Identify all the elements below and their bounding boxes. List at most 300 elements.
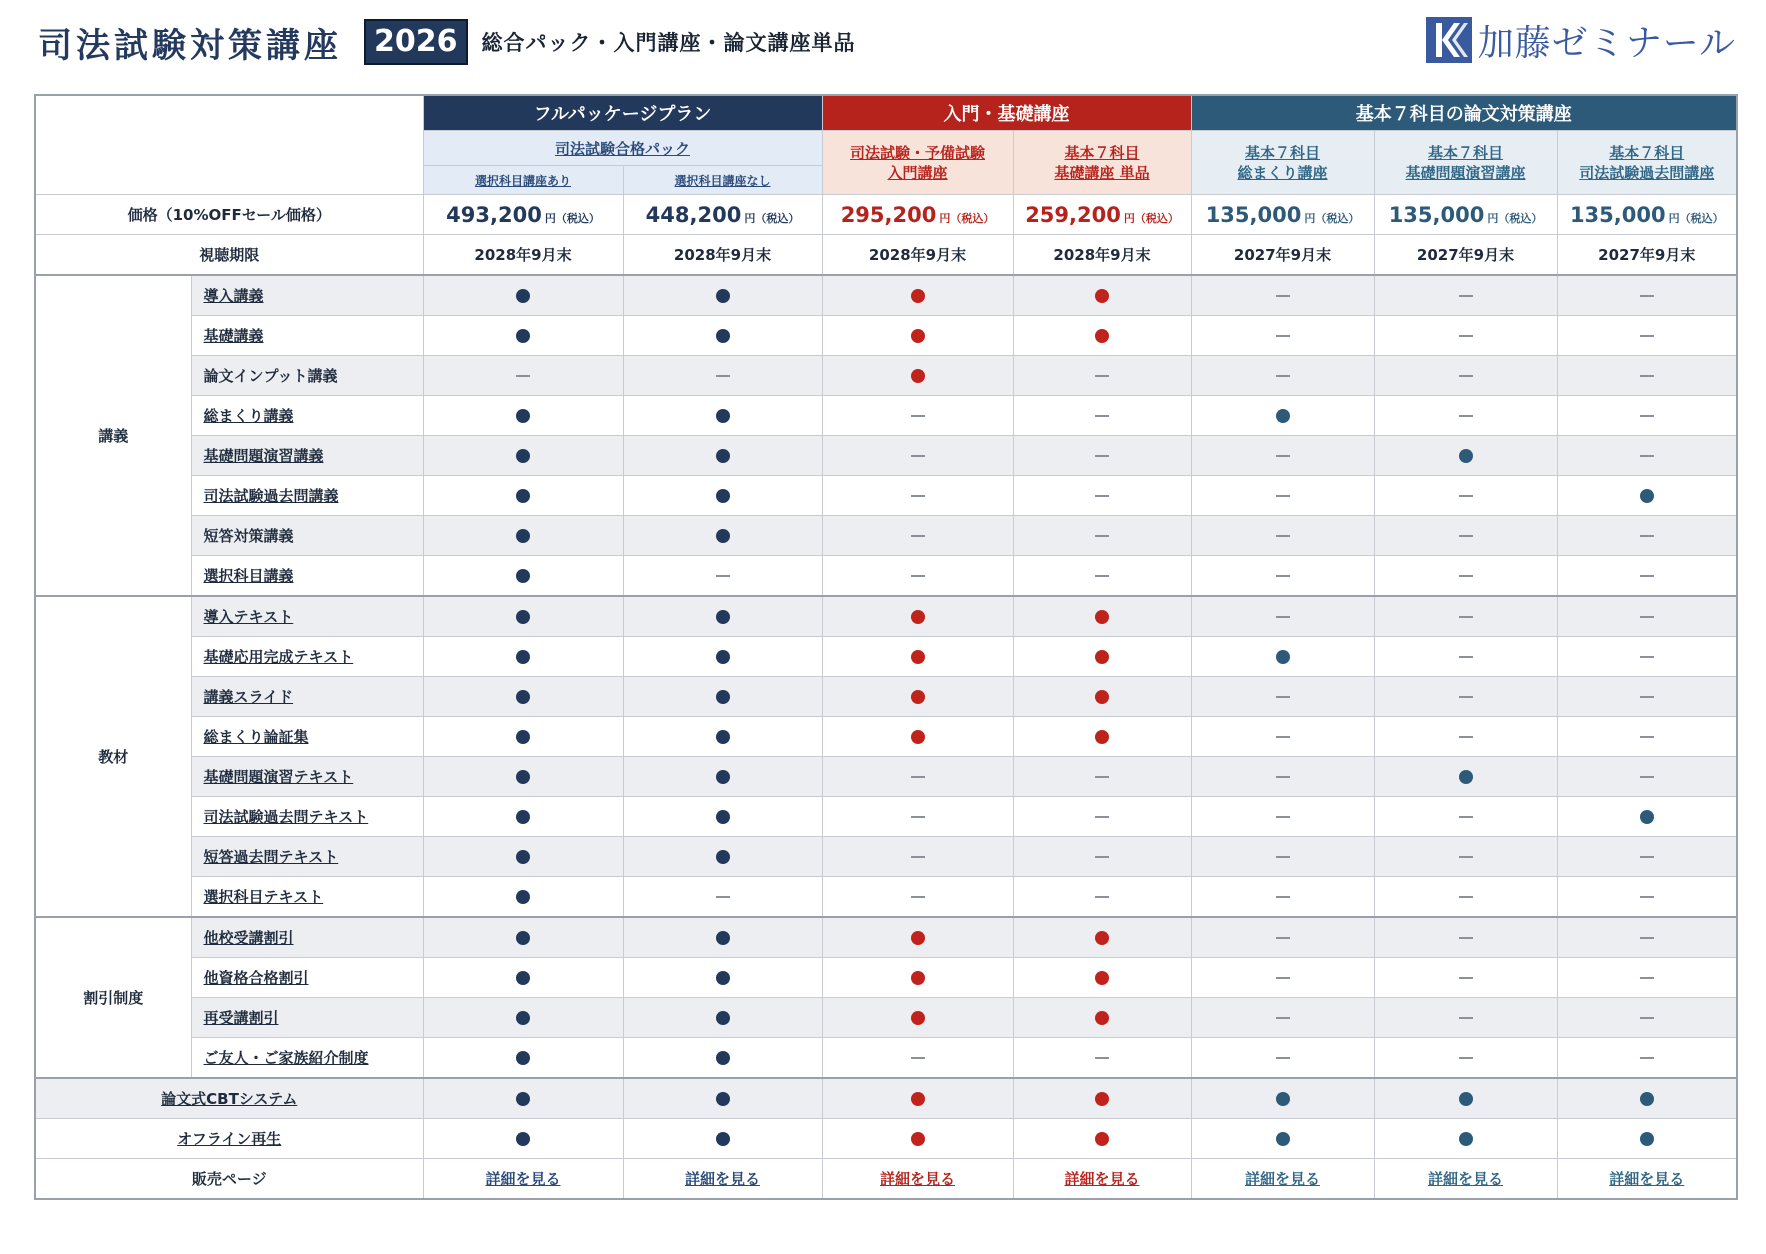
feature-row	[35, 917, 1737, 958]
offline-mark-cell	[1374, 1119, 1557, 1159]
feature-mark-cell	[1374, 436, 1557, 476]
feature-mark-cell	[623, 476, 822, 516]
feature-label-text[interactable]: 再受講割引	[203, 1009, 279, 1027]
feature-label-text[interactable]: 講義スライド	[203, 688, 294, 706]
included-dot-icon	[716, 810, 730, 824]
included-dot-icon	[1095, 1132, 1109, 1146]
feature-label[interactable]	[191, 998, 423, 1038]
category-label: 教材	[35, 596, 191, 917]
not-included-dash-icon	[911, 896, 925, 898]
included-dot-icon	[516, 610, 530, 624]
included-dot-icon	[516, 529, 530, 543]
feature-mark-cell	[1557, 316, 1737, 356]
feature-row	[35, 316, 1737, 356]
not-included-dash-icon	[1276, 1017, 1290, 1019]
not-included-dash-icon	[516, 375, 530, 377]
feature-label[interactable]	[191, 717, 423, 757]
plan-header-basic[interactable]: 基本７科目 基礎講座 単品	[1013, 131, 1191, 195]
feature-mark-cell	[1557, 556, 1737, 597]
feature-label[interactable]	[191, 596, 423, 637]
included-dot-icon	[911, 971, 925, 985]
price-unit: 円（税込）	[1487, 211, 1543, 225]
cbt-mark-cell	[1557, 1078, 1737, 1119]
not-included-dash-icon	[1459, 616, 1473, 618]
feature-mark-cell	[623, 596, 822, 637]
feature-mark-cell	[423, 958, 623, 998]
page-subtitle: 総合パック・入門講座・論文講座単品	[481, 31, 856, 55]
included-dot-icon	[516, 449, 530, 463]
not-included-dash-icon	[1640, 295, 1654, 297]
included-dot-icon	[716, 850, 730, 864]
feature-mark-cell	[1013, 837, 1191, 877]
feature-label[interactable]	[191, 917, 423, 958]
included-dot-icon	[716, 1051, 730, 1065]
cbt-mark-cell	[423, 1078, 623, 1119]
plan-header-enshu[interactable]: 基本７科目 基礎問題演習講座	[1374, 131, 1557, 195]
offline-mark-cell	[822, 1119, 1013, 1159]
feature-mark-cell	[1013, 757, 1191, 797]
included-dot-icon	[716, 1092, 730, 1106]
not-included-dash-icon	[1459, 856, 1473, 858]
feature-mark-cell	[1013, 877, 1191, 918]
feature-mark-cell	[1191, 757, 1374, 797]
feature-mark-cell	[423, 757, 623, 797]
feature-mark-cell	[1191, 637, 1374, 677]
feature-label[interactable]	[191, 797, 423, 837]
feature-mark-cell	[1191, 677, 1374, 717]
feature-mark-cell	[1191, 797, 1374, 837]
feature-row	[35, 356, 1737, 396]
plan-header-without-elective[interactable]: 選択科目講座なし	[623, 166, 822, 195]
category-label: 割引制度	[35, 917, 191, 1078]
feature-label-text[interactable]: 基礎問題演習テキスト	[203, 768, 354, 786]
included-dot-icon	[716, 1132, 730, 1146]
feature-mark-cell	[423, 316, 623, 356]
included-dot-icon	[716, 449, 730, 463]
feature-mark-cell	[623, 757, 822, 797]
feature-row	[35, 396, 1737, 436]
group-header-intro: 入門・基礎講座	[822, 95, 1191, 131]
not-included-dash-icon	[1095, 856, 1109, 858]
feature-label-text[interactable]: 司法試験過去問テキスト	[203, 808, 369, 826]
feature-label-text[interactable]: 導入講義	[203, 287, 264, 305]
feature-row	[35, 476, 1737, 516]
feature-mark-cell	[822, 717, 1013, 757]
feature-mark-cell	[1013, 797, 1191, 837]
not-included-dash-icon	[1276, 776, 1290, 778]
feature-mark-cell	[1557, 837, 1737, 877]
page-header	[38, 18, 856, 66]
included-dot-icon	[516, 1011, 530, 1025]
feature-mark-cell	[1374, 797, 1557, 837]
feature-mark-cell	[1191, 556, 1374, 597]
included-dot-icon	[716, 931, 730, 945]
detail-link-cell	[623, 1159, 822, 1200]
feature-mark-cell	[822, 1038, 1013, 1079]
included-dot-icon	[1095, 971, 1109, 985]
feature-label[interactable]	[191, 877, 423, 918]
plan-header-matome[interactable]: 基本７科目 総まくり講座	[1191, 131, 1374, 195]
detail-link[interactable]: 詳細を見る	[1064, 1170, 1140, 1188]
plan-header-intro[interactable]: 司法試験・予備試験 入門講座	[822, 131, 1013, 195]
feature-mark-cell	[822, 356, 1013, 396]
offline-label[interactable]	[35, 1119, 423, 1159]
not-included-dash-icon	[1640, 896, 1654, 898]
not-included-dash-icon	[1640, 415, 1654, 417]
feature-mark-cell	[1374, 1038, 1557, 1079]
feature-mark-cell	[423, 596, 623, 637]
feature-label-text[interactable]: ご友人・ご家族紹介制度	[203, 1049, 369, 1067]
not-included-dash-icon	[1276, 896, 1290, 898]
feature-label-text[interactable]: 基礎応用完成テキスト	[203, 648, 354, 666]
price-unit: 円（税込）	[1668, 211, 1724, 225]
feature-mark-cell	[1013, 917, 1191, 958]
plan-header-with-elective[interactable]: 選択科目講座あり	[423, 166, 623, 195]
feature-mark-cell	[1374, 837, 1557, 877]
feature-mark-cell	[623, 436, 822, 476]
logo-mark-icon	[1426, 17, 1472, 63]
feature-mark-cell	[623, 637, 822, 677]
feature-mark-cell	[1013, 436, 1191, 476]
feature-row	[35, 877, 1737, 918]
feature-mark-cell	[423, 516, 623, 556]
feature-label-text[interactable]: 他校受講割引	[203, 929, 294, 947]
included-dot-icon	[1095, 329, 1109, 343]
feature-mark-cell	[1013, 316, 1191, 356]
feature-mark-cell	[1191, 877, 1374, 918]
feature-label[interactable]	[191, 396, 423, 436]
included-dot-icon	[516, 730, 530, 744]
feature-mark-cell	[1013, 556, 1191, 597]
feature-row	[35, 1038, 1737, 1079]
not-included-dash-icon	[1276, 495, 1290, 497]
feature-mark-cell	[822, 837, 1013, 877]
not-included-dash-icon	[1640, 937, 1654, 939]
feature-mark-cell	[1374, 356, 1557, 396]
feature-label-text[interactable]: 導入テキスト	[203, 608, 294, 626]
period-row	[35, 235, 1737, 276]
not-included-dash-icon	[1459, 415, 1473, 417]
included-dot-icon	[516, 650, 530, 664]
feature-mark-cell	[423, 837, 623, 877]
feature-label-text[interactable]: 他資格合格割引	[203, 969, 309, 987]
feature-mark-cell	[822, 396, 1013, 436]
not-included-dash-icon	[1276, 455, 1290, 457]
not-included-dash-icon	[1095, 1057, 1109, 1059]
detail-link[interactable]: 詳細を見る	[880, 1170, 956, 1188]
included-dot-icon	[1459, 1092, 1473, 1106]
feature-label[interactable]	[191, 436, 423, 476]
feature-mark-cell	[822, 917, 1013, 958]
not-included-dash-icon	[1276, 1057, 1290, 1059]
not-included-dash-icon	[1640, 535, 1654, 537]
corner-cell	[35, 95, 423, 195]
not-included-dash-icon	[1640, 1057, 1654, 1059]
feature-label-text[interactable]: 基礎問題演習講義	[203, 447, 324, 465]
not-included-dash-icon	[1276, 335, 1290, 337]
offline-label-text[interactable]: オフライン再生	[177, 1130, 282, 1148]
detail-link[interactable]: 詳細を見る	[1609, 1170, 1685, 1188]
included-dot-icon	[516, 810, 530, 824]
not-included-dash-icon	[716, 896, 730, 898]
included-dot-icon	[516, 289, 530, 303]
offline-row	[35, 1119, 1737, 1159]
included-dot-icon	[516, 329, 530, 343]
cbt-row	[35, 1078, 1737, 1119]
feature-mark-cell	[1191, 998, 1374, 1038]
feature-label-text: 論文インプット講義	[203, 367, 338, 385]
detail-link[interactable]: 詳細を見る	[485, 1170, 561, 1188]
feature-label[interactable]	[191, 958, 423, 998]
price-value: 448,200	[645, 202, 742, 227]
price-cell	[423, 195, 623, 235]
not-included-dash-icon	[1640, 455, 1654, 457]
not-included-dash-icon	[1095, 495, 1109, 497]
feature-mark-cell	[1191, 356, 1374, 396]
detail-link[interactable]: 詳細を見る	[1245, 1170, 1321, 1188]
feature-mark-cell	[623, 516, 822, 556]
period-cell: 2028年9月末	[822, 235, 1013, 276]
not-included-dash-icon	[1459, 736, 1473, 738]
feature-mark-cell	[623, 356, 822, 396]
feature-mark-cell	[1374, 316, 1557, 356]
feature-mark-cell	[1557, 356, 1737, 396]
detail-link[interactable]: 詳細を見る	[685, 1170, 761, 1188]
not-included-dash-icon	[1095, 896, 1109, 898]
feature-label[interactable]	[191, 316, 423, 356]
price-value: 135,000	[1388, 202, 1485, 227]
included-dot-icon	[516, 1092, 530, 1106]
pack-name-link[interactable]: 司法試験合格パック	[423, 131, 822, 166]
included-dot-icon	[1640, 1092, 1654, 1106]
detail-link-cell	[1191, 1159, 1374, 1200]
included-dot-icon	[1640, 489, 1654, 503]
not-included-dash-icon	[1276, 696, 1290, 698]
included-dot-icon	[911, 730, 925, 744]
feature-mark-cell	[1557, 436, 1737, 476]
feature-mark-cell	[1191, 275, 1374, 316]
included-dot-icon	[1459, 770, 1473, 784]
feature-label[interactable]	[191, 476, 423, 516]
included-dot-icon	[716, 409, 730, 423]
feature-label-text[interactable]: 総まくり講義	[203, 407, 294, 425]
feature-row	[35, 837, 1737, 877]
feature-label-text[interactable]: 基礎講義	[203, 327, 264, 345]
included-dot-icon	[1095, 1011, 1109, 1025]
included-dot-icon	[1640, 1132, 1654, 1146]
feature-mark-cell	[822, 757, 1013, 797]
not-included-dash-icon	[1640, 1017, 1654, 1019]
feature-label[interactable]	[191, 556, 423, 597]
not-included-dash-icon	[1640, 776, 1654, 778]
price-value: 493,200	[446, 202, 542, 227]
included-dot-icon	[716, 289, 730, 303]
not-included-dash-icon	[1459, 1057, 1473, 1059]
feature-mark-cell	[822, 556, 1013, 597]
feature-label-text[interactable]: 司法試験過去問講義	[203, 487, 339, 505]
feature-mark-cell	[623, 958, 822, 998]
not-included-dash-icon	[1095, 455, 1109, 457]
feature-label-text[interactable]: 総まくり論証集	[203, 728, 309, 746]
feature-mark-cell	[1191, 958, 1374, 998]
feature-mark-cell	[1557, 757, 1737, 797]
feature-label-text[interactable]: 選択科目講義	[203, 567, 294, 585]
feature-mark-cell	[1374, 958, 1557, 998]
not-included-dash-icon	[1459, 1017, 1473, 1019]
included-dot-icon	[911, 1011, 925, 1025]
included-dot-icon	[716, 690, 730, 704]
not-included-dash-icon	[911, 415, 925, 417]
feature-mark-cell	[1557, 797, 1737, 837]
plan-header-kakomon[interactable]: 基本７科目 司法試験過去問講座	[1557, 131, 1737, 195]
year-badge: 2026	[364, 19, 468, 65]
price-cell	[1374, 195, 1557, 235]
included-dot-icon	[911, 1132, 925, 1146]
not-included-dash-icon	[1640, 616, 1654, 618]
feature-mark-cell	[1191, 837, 1374, 877]
group-header-essay: 基本７科目の論文対策講座	[1191, 95, 1737, 131]
comparison-table	[34, 94, 1738, 1200]
not-included-dash-icon	[911, 1057, 925, 1059]
price-cell	[623, 195, 822, 235]
not-included-dash-icon	[1276, 616, 1290, 618]
included-dot-icon	[716, 610, 730, 624]
offline-mark-cell	[423, 1119, 623, 1159]
included-dot-icon	[911, 289, 925, 303]
feature-mark-cell	[1013, 998, 1191, 1038]
feature-row	[35, 717, 1737, 757]
feature-row	[35, 596, 1737, 637]
feature-label-text[interactable]: 選択科目テキスト	[203, 888, 324, 906]
not-included-dash-icon	[1095, 776, 1109, 778]
feature-mark-cell	[1374, 476, 1557, 516]
detail-link-cell	[1557, 1159, 1737, 1200]
feature-mark-cell	[423, 356, 623, 396]
feature-mark-cell	[1557, 596, 1737, 637]
price-unit: 円（税込）	[744, 211, 800, 225]
feature-mark-cell	[1013, 476, 1191, 516]
cbt-mark-cell	[623, 1078, 822, 1119]
feature-label[interactable]	[191, 837, 423, 877]
offline-mark-cell	[1557, 1119, 1737, 1159]
not-included-dash-icon	[1276, 736, 1290, 738]
not-included-dash-icon	[1095, 375, 1109, 377]
logo-text: 加藤ゼミナール	[1477, 22, 1736, 64]
feature-mark-cell	[1374, 917, 1557, 958]
feature-mark-cell	[1374, 596, 1557, 637]
cbt-label-text[interactable]: 論文式CBTシステム	[161, 1090, 298, 1108]
period-cell: 2028年9月末	[1013, 235, 1191, 276]
feature-label[interactable]	[191, 757, 423, 797]
price-value: 295,200	[840, 202, 937, 227]
feature-mark-cell	[1191, 717, 1374, 757]
category-label: 講義	[35, 275, 191, 596]
included-dot-icon	[516, 569, 530, 583]
feature-mark-cell	[822, 316, 1013, 356]
period-cell: 2027年9月末	[1374, 235, 1557, 276]
feature-mark-cell	[623, 1038, 822, 1079]
included-dot-icon	[1095, 690, 1109, 704]
price-unit: 円（税込）	[544, 211, 600, 225]
feature-row	[35, 436, 1737, 476]
detail-link-cell	[1013, 1159, 1191, 1200]
not-included-dash-icon	[911, 455, 925, 457]
included-dot-icon	[1459, 449, 1473, 463]
not-included-dash-icon	[1095, 415, 1109, 417]
feature-mark-cell	[1191, 596, 1374, 637]
feature-label[interactable]	[191, 1038, 423, 1079]
not-included-dash-icon	[1459, 977, 1473, 979]
included-dot-icon	[716, 1011, 730, 1025]
sales-row	[35, 1159, 1737, 1200]
feature-mark-cell	[1557, 998, 1737, 1038]
not-included-dash-icon	[716, 375, 730, 377]
cbt-label[interactable]	[35, 1078, 423, 1119]
feature-mark-cell	[1557, 677, 1737, 717]
feature-mark-cell	[423, 436, 623, 476]
feature-label[interactable]	[191, 677, 423, 717]
price-value: 135,000	[1205, 202, 1302, 227]
detail-link-cell	[423, 1159, 623, 1200]
included-dot-icon	[1276, 1092, 1290, 1106]
feature-mark-cell	[623, 877, 822, 918]
not-included-dash-icon	[911, 816, 925, 818]
not-included-dash-icon	[1095, 535, 1109, 537]
price-value: 135,000	[1569, 202, 1666, 227]
not-included-dash-icon	[1276, 937, 1290, 939]
feature-mark-cell	[1191, 917, 1374, 958]
detail-link[interactable]: 詳細を見る	[1428, 1170, 1504, 1188]
feature-mark-cell	[1013, 1038, 1191, 1079]
feature-label[interactable]	[191, 637, 423, 677]
price-cell	[1557, 195, 1737, 235]
price-unit: 円（税込）	[1304, 211, 1360, 225]
not-included-dash-icon	[1276, 535, 1290, 537]
feature-row	[35, 757, 1737, 797]
included-dot-icon	[911, 329, 925, 343]
not-included-dash-icon	[1459, 295, 1473, 297]
not-included-dash-icon	[1459, 937, 1473, 939]
included-dot-icon	[716, 770, 730, 784]
feature-mark-cell	[1013, 356, 1191, 396]
not-included-dash-icon	[1276, 575, 1290, 577]
feature-mark-cell	[1013, 958, 1191, 998]
offline-mark-cell	[1013, 1119, 1191, 1159]
feature-mark-cell	[1374, 757, 1557, 797]
offline-mark-cell	[623, 1119, 822, 1159]
not-included-dash-icon	[1276, 816, 1290, 818]
feature-mark-cell	[1013, 717, 1191, 757]
not-included-dash-icon	[1095, 575, 1109, 577]
not-included-dash-icon	[1640, 696, 1654, 698]
not-included-dash-icon	[1640, 977, 1654, 979]
feature-mark-cell	[1013, 275, 1191, 316]
included-dot-icon	[516, 770, 530, 784]
included-dot-icon	[716, 529, 730, 543]
feature-mark-cell	[623, 797, 822, 837]
not-included-dash-icon	[1276, 375, 1290, 377]
feature-mark-cell	[423, 717, 623, 757]
feature-label[interactable]	[191, 275, 423, 316]
feature-mark-cell	[423, 677, 623, 717]
feature-mark-cell	[623, 275, 822, 316]
period-cell: 2028年9月末	[423, 235, 623, 276]
feature-label-text: 短答対策講義	[203, 527, 294, 545]
feature-mark-cell	[423, 917, 623, 958]
feature-label-text[interactable]: 短答過去問テキスト	[203, 848, 339, 866]
feature-mark-cell	[423, 877, 623, 918]
included-dot-icon	[911, 369, 925, 383]
